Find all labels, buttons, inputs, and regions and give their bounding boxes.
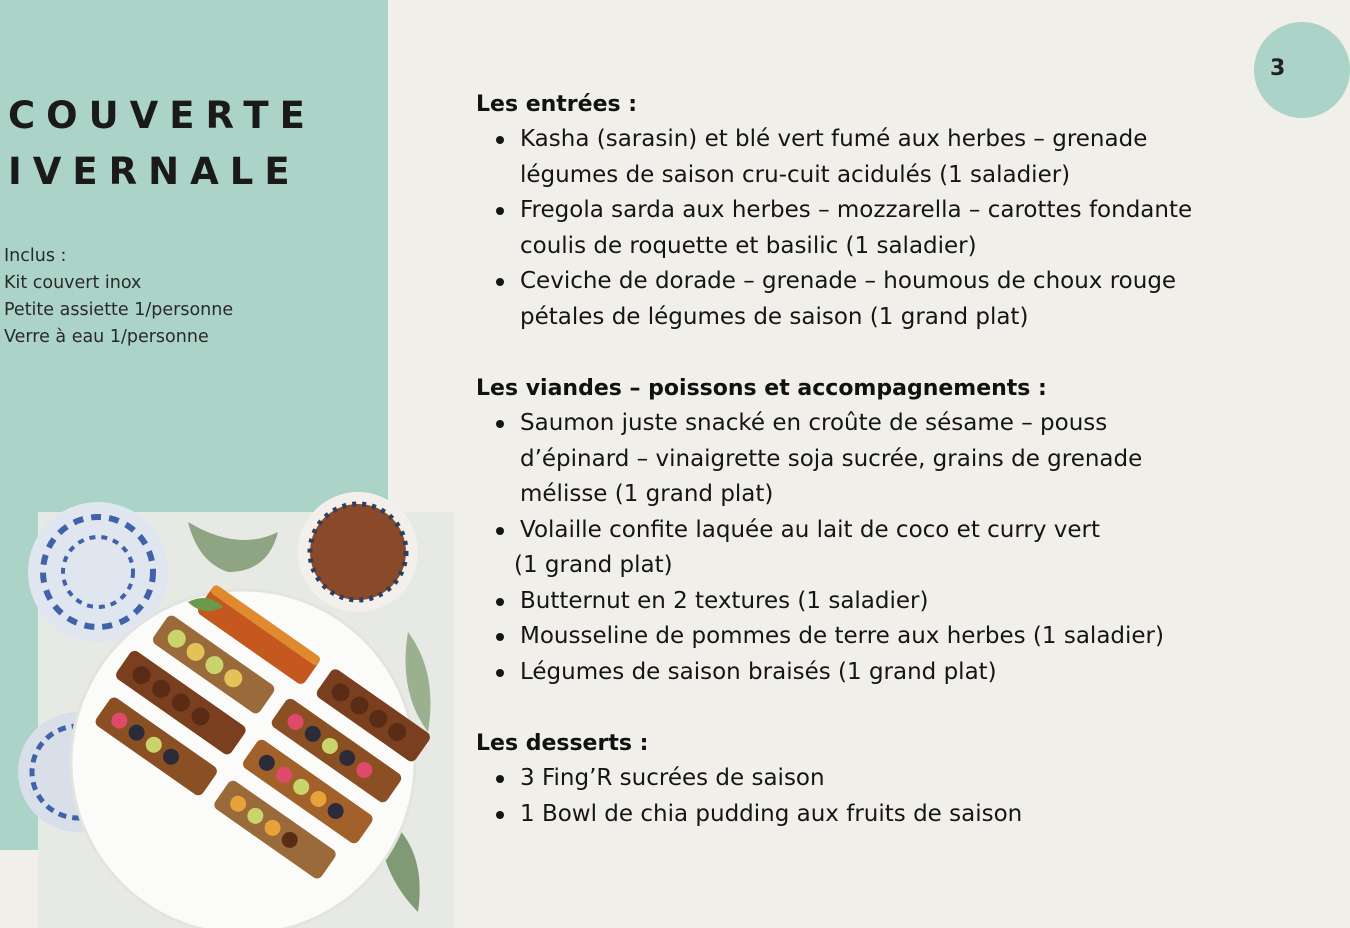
list-item [476,264,1296,335]
bullet-icon [496,669,504,677]
list-item [476,655,1296,691]
item-line: pétales de légumes de saison (1 grand plat) [520,303,1029,330]
bullet-icon [496,207,504,215]
item-line: Butternut en 2 textures (1 saladier) [520,587,929,614]
page-title [8,88,316,200]
bullet-icon [496,278,504,286]
included-item: Verre à eau 1/personne [4,327,209,347]
item-line: (1 grand plat) [514,552,673,578]
food-plate-photo [38,512,454,928]
item-line: 3 Fing’R sucrées de saison [520,765,825,791]
list-item [476,513,1296,584]
list-item [476,406,1296,513]
list-item [476,797,1296,833]
item-line: d’épinard – vinaigrette soja sucrée, grains de grenade [520,445,1143,472]
list-item [476,122,1296,193]
item-line: Mousseline de pommes de terre aux herbes (1 saladier) [520,623,1164,649]
item-line: coulis de roquette et basilic (1 saladier) [520,232,977,259]
title-line-2: IVERNALE [8,150,301,193]
bullet-icon [496,420,504,428]
menu-content [476,87,1296,832]
entrees-list [476,122,1296,335]
desserts-list [476,761,1296,832]
bullet-icon [496,775,504,783]
page-number: 3 [1270,56,1286,81]
bullet-icon [496,633,504,641]
section-title-viandes: Les viandes – poissons et accompagnements : [476,376,1047,401]
item-line: Volaille confite laquée au lait de coco et curry vert [520,516,1101,543]
item-line: Kasha (sarasin) et blé vert fumé aux herbes – grenade [520,126,1148,152]
list-item [476,619,1296,655]
included-heading: Inclus : [4,246,67,266]
title-line-1: COUVERTE [8,94,316,137]
item-line: 1 Bowl de chia pudding aux fruits de saison [520,800,1023,827]
bullet-icon [496,136,504,144]
bullet-icon [496,598,504,606]
included-list [4,243,233,351]
item-line: Saumon juste snacké en croûte de sésame – pouss [520,410,1108,436]
included-item: Kit couvert inox [4,273,142,293]
section-title-entrees: Les entrées : [476,92,638,117]
item-line: Légumes de saison braisés (1 grand plat) [520,658,997,685]
bullet-icon [496,811,504,819]
viandes-list [476,406,1296,690]
list-item [476,193,1296,264]
item-line: Ceviche de dorade – grenade – houmous de choux rouge [520,268,1177,294]
list-item [476,584,1296,620]
list-item [476,761,1296,797]
section-title-desserts: Les desserts : [476,731,649,756]
item-line: légumes de saison cru-cuit acidulés (1 saladier) [520,161,1071,188]
included-item: Petite assiette 1/personne [4,300,234,320]
bullet-icon [496,527,504,535]
item-line: Fregola sarda aux herbes – mozzarella – carottes fondante [520,197,1193,223]
page-number-badge [1254,22,1350,118]
item-line: mélisse (1 grand plat) [520,481,774,507]
